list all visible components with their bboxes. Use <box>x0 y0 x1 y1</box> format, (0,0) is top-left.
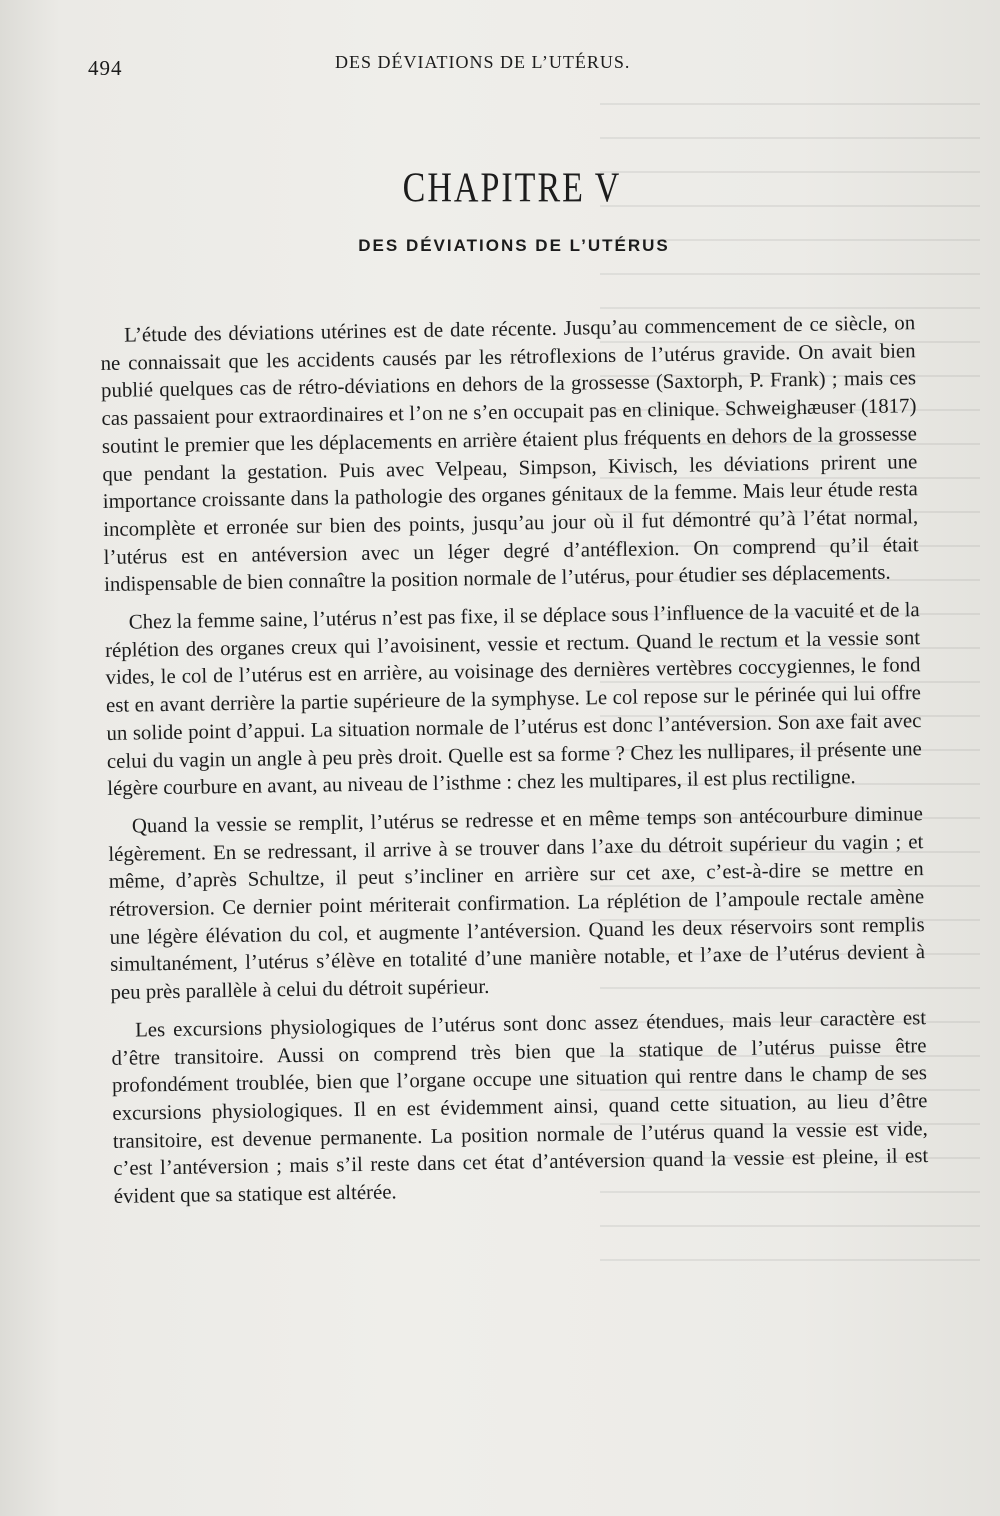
paragraph: Quand la vessie se remplit, l’utérus se redresse et en même temps son antécourbure diminue légèrement. En se redressant, il arrive à se trouver dans l’axe du détroit supérieur du vagin ; et même, d’après Schultze, il peut s’incliner en arrière sur cet axe, c’est-à-dire se mettre en rétroversion. Ce dernier point mériterait confirmation. La réplétion de l’ampoule rectale amène une légère élévation du col, et augmente l’antéversion. Quand les deux réservoirs sont remplis simultanément, l’utérus s’élève en totalité d’une manière notable, et l’axe de l’utérus devient à peu près parallèle à celui du détroit supérieur. <box>108 802 926 1005</box>
paragraph: L’étude des déviations utérines est de date récente. Jusqu’au commencement de ce siècle, on ne connaissait que les accidents causés par les rétroflexions de l’utérus gravide. On avait bien publié quelques cas de rétro-déviations en dehors de la grossesse (Saxtorph, P. Frank) ; mais ces cas passaient pour extraordinaires et l’on ne s’en occupait pas en clinique. Schweighæuser (1817) soutint le premier que les déplacements en arrière étaient plus fréquents en dehors de la grossesse que pendant la gestation. Puis avec Velpeau, Simpson, Kivisch, les déviations prirent une importance croissante dans la pathologie des organes génitaux de la femme. Mais leur étude resta incomplète et erronée sur bien des points, jusqu’au jour où il fut démontré qu’à l’état normal, l’utérus est en antéversion avec un léger degré d’antéflexion. On comprend qu’il était indispensable de bien connaître la position normale de l’utérus, pour étudier ses déplacements. <box>100 311 919 597</box>
chapter-subtitle: DES DÉVIATIONS DE L’UTÉRUS <box>358 236 670 255</box>
paragraph: Les excursions physiologiques de l’utérus sont donc assez étendues, mais leur caractère est d’être transitoire. Aussi on comprend très bien que la statique de l’utérus puisse être profondément troublée, bien que l’organe occupe une situation qui rentre dans le champ de ses excursions physiologiques. Il en est évidemment ainsi, quand cette situation, au lieu d’être transitoire, est devenue permanente. La position normale de l’utérus quand la vessie est vide, c’est l’antéversion ; mais s’il reste dans cet état d’antéversion quand la vessie est pleine, il est évident que sa statique est altérée. <box>111 1005 929 1208</box>
chapter-title: CHAPITRE V <box>402 165 622 212</box>
paragraph: Chez la femme saine, l’utérus n’est pas fixe, il se déplace sous l’influence de la vacuité et de la réplétion des organes creux qui l’avoisinent, vessie et rectum. Quand le rectum et la vessie sont vides, le col de l’utérus est en arrière, au voisinage des dernières vertèbres coccygiennes, le fond est en avant derrière la partie supérieure de la symphyse. Le col repose sur le périnée qui lui offre un solide point d’appui. La situation normale de l’utérus est donc l’antéversion. Son axe fait avec celui du vagin un angle à peu près droit. Quelle est sa forme ? Chez les nullipares, il présente une légère courbure en avant, au niveau de l’isthme : chez les multipares, il est plus rectiligne. <box>104 598 922 801</box>
page-number: 494 <box>88 56 123 80</box>
body-text <box>100 309 929 1220</box>
running-title: DES DÉVIATIONS DE L’UTÉRUS. <box>335 52 631 72</box>
